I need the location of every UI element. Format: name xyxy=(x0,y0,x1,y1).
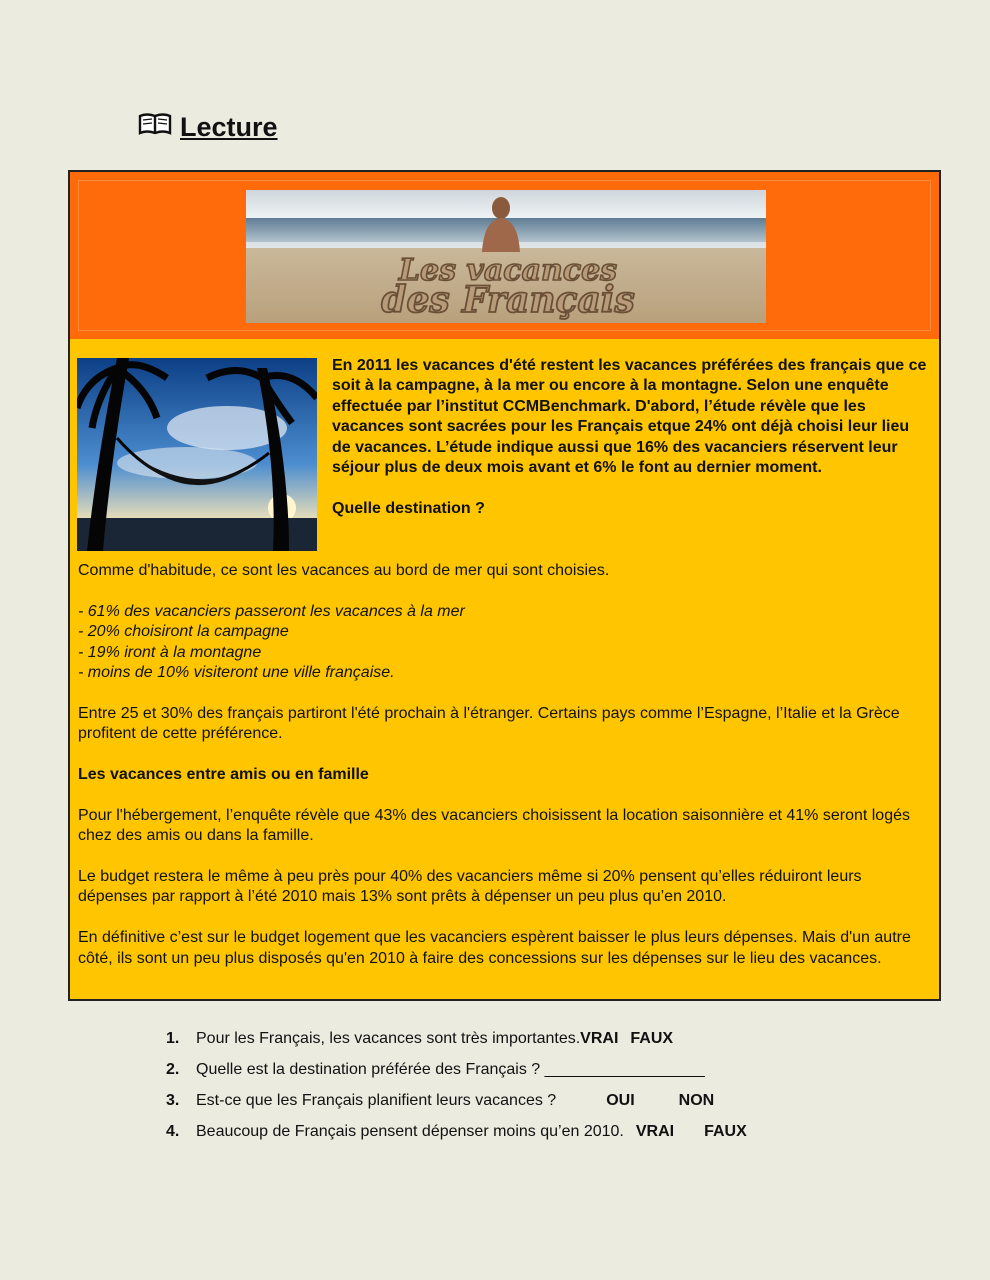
answer-option[interactable]: VRAI xyxy=(580,1030,619,1047)
destination-list xyxy=(78,602,933,684)
destination-heading: Quelle destination ? xyxy=(332,499,485,517)
paragraph-2: Entre 25 et 30% des français partiront l'été prochain à l'étranger. Certains pays comme l’Espagne, l’Italie et la Grèce profitent de cette préférence. xyxy=(78,704,900,743)
list-item: - 20% choisiront la campagne xyxy=(78,623,289,641)
reading-box xyxy=(68,170,941,1001)
book-icon xyxy=(138,112,172,143)
answer-option[interactable]: OUI xyxy=(606,1092,635,1109)
question-item xyxy=(166,1061,886,1092)
question-number: 3. xyxy=(166,1092,180,1109)
banner xyxy=(70,172,939,339)
paragraph-3: Pour l'hébergement, l’enquête révèle que 43% des vacanciers choisissent la location saisonnière et 41% seront logés chez des amis ou dans la famille. xyxy=(78,806,910,845)
answer-option[interactable]: VRAI xyxy=(635,1123,675,1140)
paragraph-5: En définitive c’est sur le budget logement que les vacanciers espèrent baisser le plus leurs dépenses. Mais d'un autre côté, ils sont un peu plus disposés qu'en 2010 à faire des concessions sur les dépenses sur le lieu des vacances. xyxy=(78,929,911,967)
question-number: 1. xyxy=(166,1030,180,1047)
paragraph-1: Comme d'habitude, ce sont les vacances au bord de mer qui sont choisies. xyxy=(78,562,610,579)
question-item xyxy=(166,1092,886,1123)
question-text: Pour les Français, les vacances sont très importantes. xyxy=(196,1030,581,1047)
paragraph-4: Le budget restera le même à peu près pour 40% des vacanciers même si 20% pensent qu’elles réduiront leurs dépenses par rapport à l’été 2010 mais 13% sont prêts à dépenser un peu plus qu’en 2010. xyxy=(78,868,862,906)
answer-option[interactable]: NON xyxy=(678,1092,715,1109)
intro-text xyxy=(332,356,930,519)
hammock-image xyxy=(77,358,317,551)
list-item: - 19% iront à la montagne xyxy=(78,643,262,661)
subheading: Les vacances entre amis ou en famille xyxy=(78,766,369,784)
beach-banner-image xyxy=(246,190,766,323)
list-item: - moins de 10% visiteront une ville française. xyxy=(78,664,395,682)
question-number: 2. xyxy=(166,1061,180,1078)
page-title xyxy=(138,112,278,143)
banner-title-line1: Les vacances xyxy=(398,253,618,288)
question-item xyxy=(166,1030,886,1061)
answer-option[interactable]: FAUX xyxy=(630,1030,674,1047)
list-item: - 61% des vacanciers passeront les vacances à la mer xyxy=(78,602,465,620)
question-text: Beaucoup de Français pensent dépenser moins qu’en 2010. xyxy=(196,1123,624,1140)
question-item xyxy=(166,1123,886,1154)
question-number: 4. xyxy=(166,1123,180,1140)
article-body xyxy=(78,561,933,989)
question-text[interactable]: Quelle est la destination préférée des Français ? __________________ xyxy=(196,1061,705,1078)
banner-title-line2: des Français xyxy=(381,279,635,321)
answer-option[interactable]: FAUX xyxy=(704,1123,747,1140)
question-text: Est-ce que les Français planifient leurs vacances ? xyxy=(196,1092,557,1109)
intro-paragraph: En 2011 les vacances d'été restent les vacances préférées des français que ce soit à la campagne, à la mer ou encore à la montagne. Selon une enquête effectuée par l’institut CCMBenchmark. D'abord, l’étude révèle que les vacances sont sacrées pour les Français etque 24% ont déjà choisi leur lieu de vacances. L’étude indique aussi que 16% des vacanciers réservent leur séjour plus de deux mois avant et 6% le font au dernier moment. xyxy=(332,357,927,477)
question-list xyxy=(166,1030,886,1154)
page-title-text: Lecture xyxy=(180,112,278,142)
